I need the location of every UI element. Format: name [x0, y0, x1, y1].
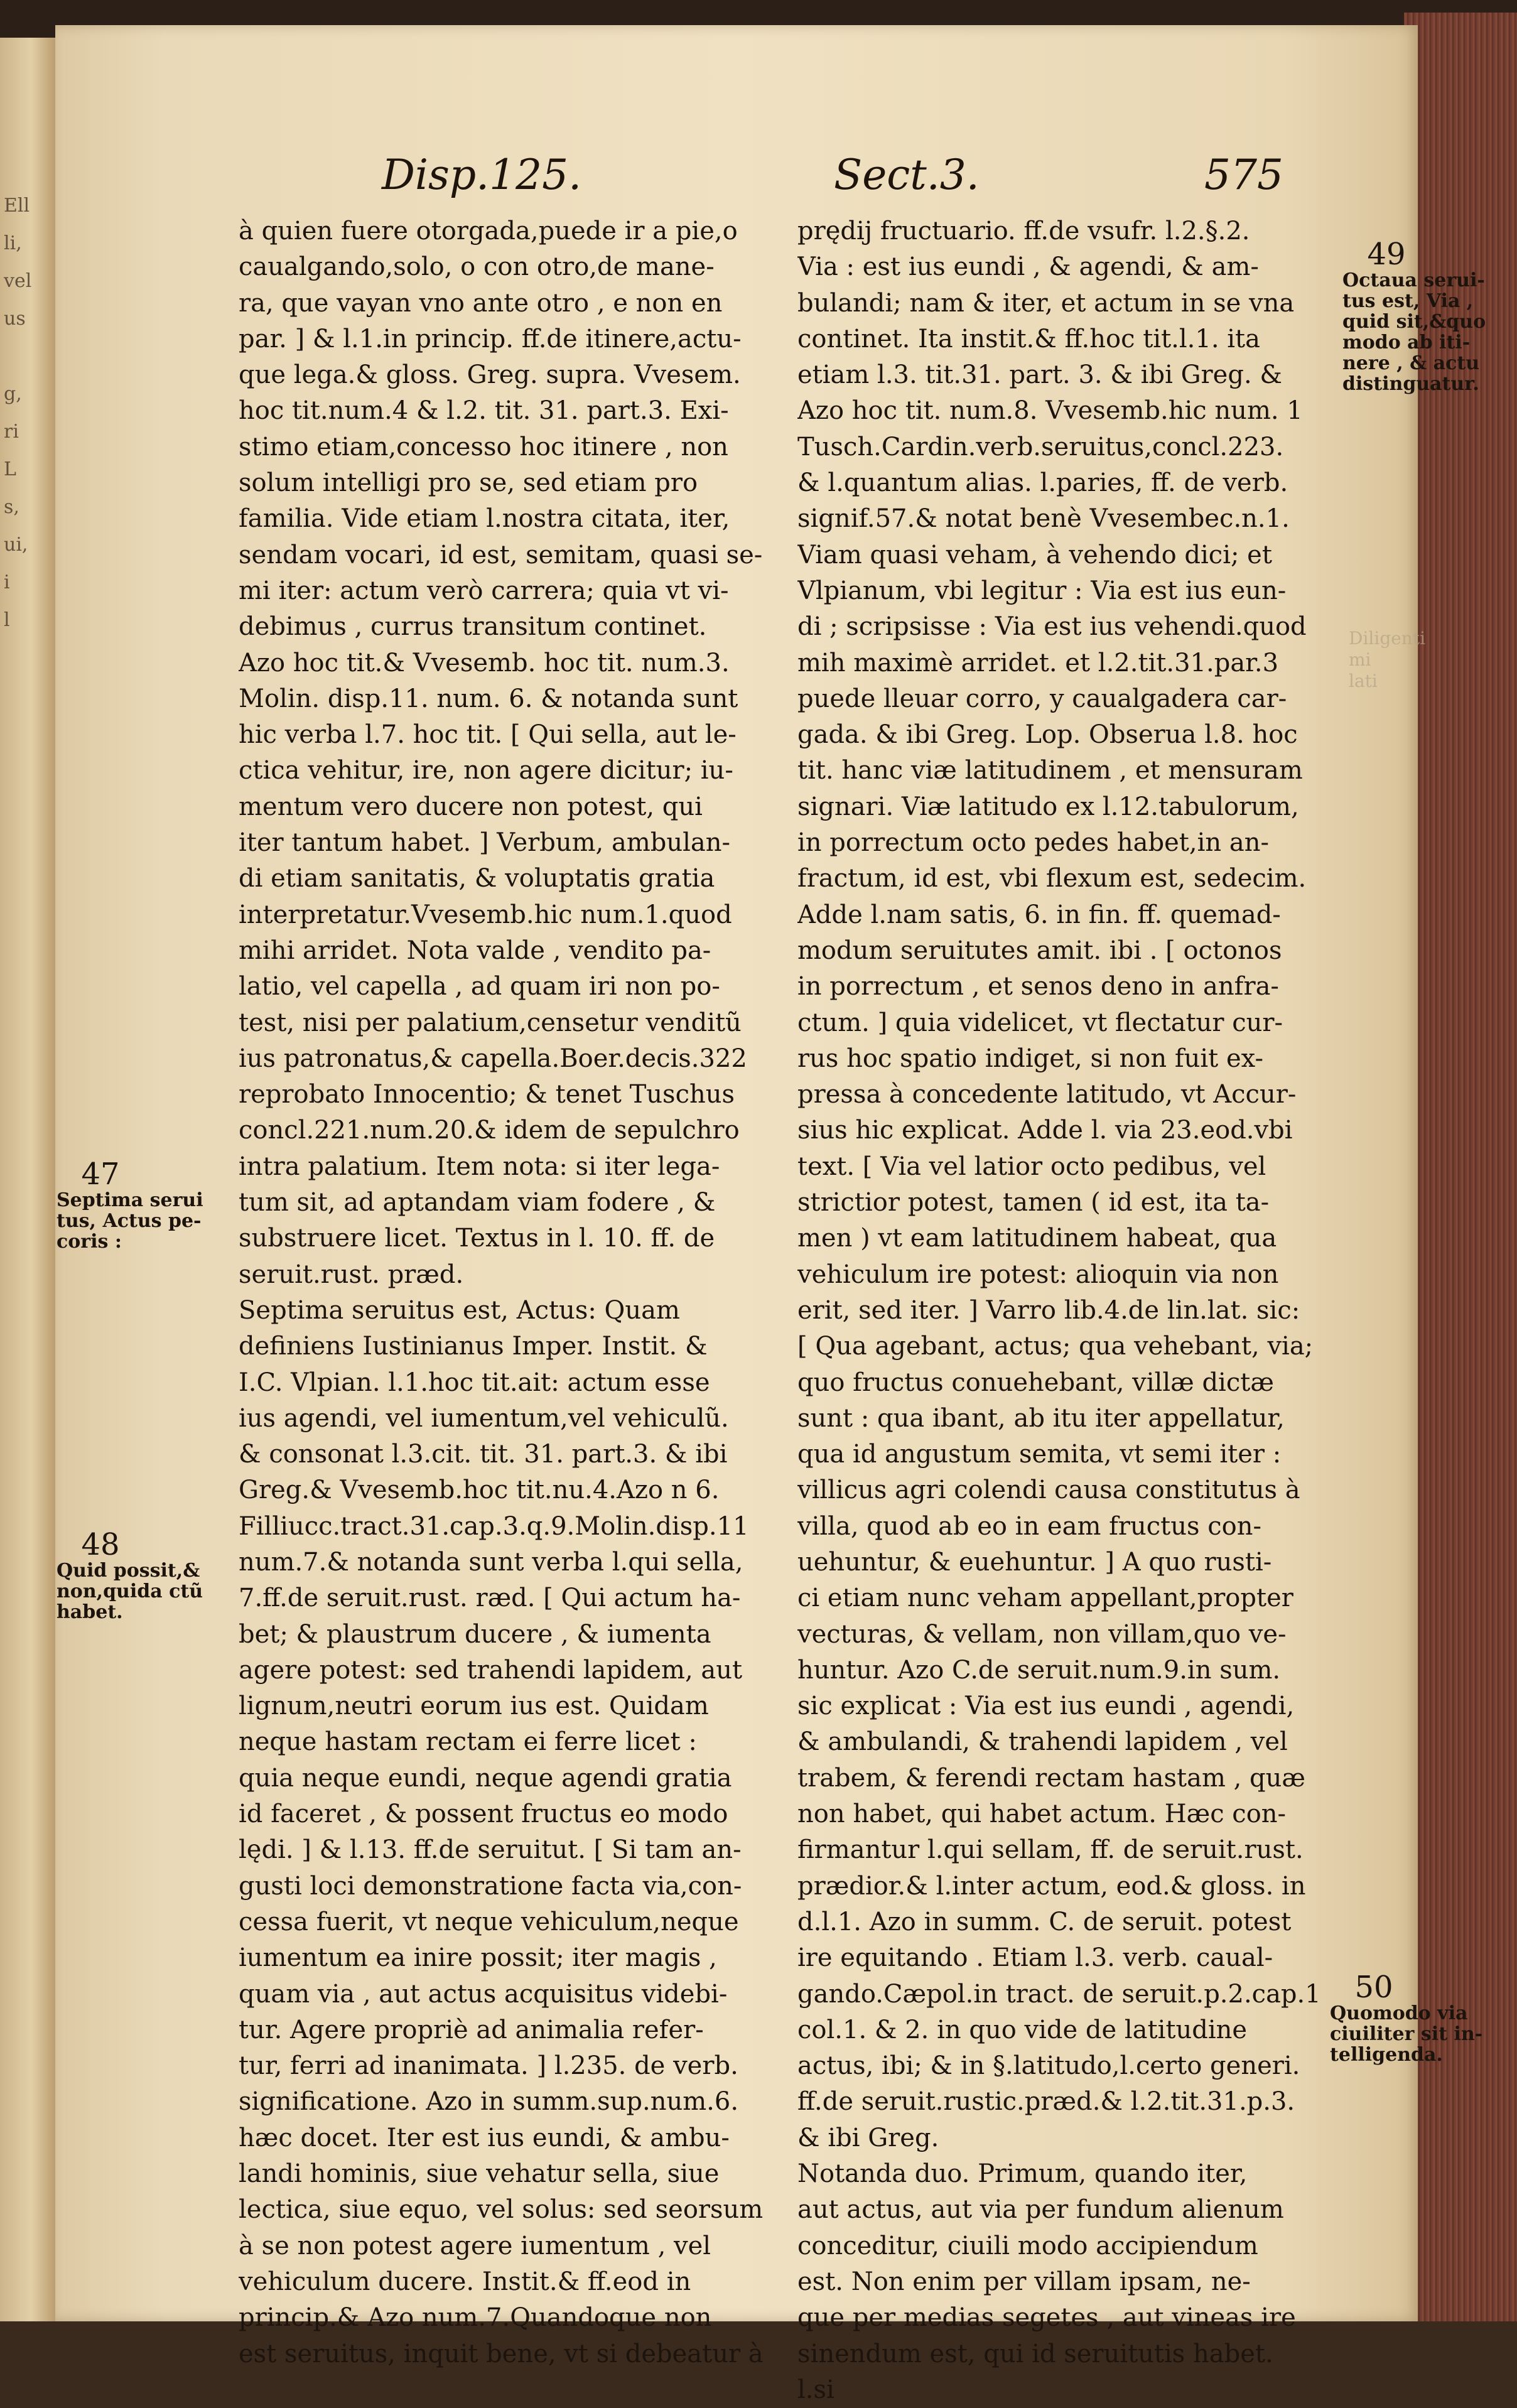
text-line: Via : est ius eundi , & agendi, & am- — [797, 252, 1259, 282]
text-line: erit, sed iter. ] Varro lib.4.de lin.lat. sic: — [797, 1295, 1300, 1325]
text-line: à se non potest agere iumentum , vel — [239, 2231, 711, 2260]
text-line: prædior.& l.inter actum, eod.& gloss. in — [797, 1871, 1306, 1901]
previous-page-fragment: g, — [4, 383, 22, 405]
text-line: agere potest: sed trahendi lapidem, aut — [239, 1655, 743, 1685]
text-line: Notanda duo. Primum, quando iter, — [797, 2159, 1248, 2189]
text-line: stimo etiam,concesso hoc itinere , non — [239, 432, 728, 462]
text-line: mentum vero ducere non potest, qui — [239, 792, 703, 821]
text-line: conceditur, ciuili modo accipiendum — [797, 2231, 1258, 2260]
side-note-number: 47 — [81, 1157, 120, 1192]
text-line: Filliucc.tract.31.cap.3.q.9.Molin.disp.11 — [239, 1511, 749, 1541]
previous-page-fragment: s, — [4, 496, 19, 518]
text-line: caualgando,solo, o con otro,de mane- — [239, 252, 715, 282]
previous-page-edge — [0, 38, 57, 2321]
text-line: men ) vt eam latitudinem habeat, qua — [797, 1224, 1277, 1253]
text-line: sic explicat : Via est ius eundi , agendi, — [797, 1692, 1295, 1721]
text-line: & l.quantum alias. l.paries, ff. de verb. — [797, 468, 1288, 498]
text-line: cessa fuerit, vt neque vehiculum,neque — [239, 1907, 739, 1936]
previous-page-fragment: us — [4, 308, 26, 330]
text-line: ra, que vayan vno ante otro , e non en — [239, 288, 723, 318]
text-line: iter tantum habet. ] Verbum, ambulan- — [239, 828, 731, 858]
text-line: princip.& Azo num.7.Quandoque non — [239, 2303, 712, 2333]
text-line: qua id angustum semita, vt semi iter : — [797, 1440, 1282, 1469]
text-line: [ Qua agebant, actus; qua vehebant, via; — [797, 1332, 1314, 1361]
text-line: Septima seruitus est, Actus: Quam — [239, 1295, 680, 1325]
text-line: quia neque eundi, neque agendi gratia — [239, 1763, 732, 1793]
text-line: prędij fructuario. ff.de vsufr. l.2.§.2. — [797, 217, 1250, 246]
text-line: ci etiam nunc veham appellant,propter — [797, 1584, 1293, 1613]
text-line: interpretatur.Vvesemb.hic num.1.quod — [239, 900, 732, 929]
text-line: strictior potest, tamen ( id est, ita ta- — [797, 1188, 1270, 1217]
text-line: sinendum est, qui id seruitutis habet. — [797, 2339, 1273, 2368]
text-line: gando.Cæpol.in tract. de seruit.p.2.cap.1 — [797, 1979, 1321, 2009]
text-line: rus hoc spatio indiget, si non fuit ex- — [797, 1044, 1264, 1073]
text-line: lectica, siue equo, vel solus: sed seorsum — [239, 2195, 764, 2225]
text-line: Azo hoc tit.& Vvesemb. hoc tit. num.3. — [239, 648, 730, 678]
running-head-section: Sect.3. — [834, 151, 980, 199]
side-note-47 — [57, 1158, 203, 1252]
previous-page-fragment: li, — [4, 232, 22, 254]
side-note-line: tus, Actus pe- — [57, 1210, 202, 1232]
text-line: vehiculum ire potest: alioquin via non — [797, 1260, 1279, 1289]
text-line: ire equitando . Etiam l.3. verb. caual- — [797, 1943, 1273, 1973]
running-head-disputation: Disp.125. — [382, 151, 582, 199]
text-line: I.C. Vlpian. l.1.hoc tit.ait: actum esse — [239, 1368, 710, 1397]
text-line: modum seruitutes amit. ibi . [ octonos — [797, 936, 1282, 965]
text-line: fractum, id est, vbi flexum est, sedecim. — [797, 864, 1307, 894]
text-line: test, nisi per palatium,censetur venditũ — [239, 1008, 742, 1037]
side-note-line: habet. — [57, 1601, 123, 1623]
text-line: sius hic explicat. Adde l. via 23.eod.vbi — [797, 1116, 1293, 1145]
text-line: tit. hanc viæ latitudinem , et mensuram — [797, 756, 1303, 786]
text-line: di ; scripsisse : Via est ius vehendi.quod — [797, 612, 1307, 642]
side-note-line: Quid possit,& — [57, 1560, 200, 1582]
text-line: hoc tit.num.4 & l.2. tit. 31. part.3. Exi- — [239, 396, 729, 426]
left-column — [239, 213, 779, 2372]
text-line: bet; & plaustrum ducere , & iumenta — [239, 1619, 711, 1649]
text-line: ius patronatus,& capella.Boer.decis.322 — [239, 1044, 747, 1073]
text-line: di etiam sanitatis, & voluptatis gratia — [239, 864, 715, 894]
side-note-49 — [1342, 239, 1486, 394]
text-line: quo fructus conuehebant, villæ dictæ — [797, 1368, 1274, 1397]
faint-line: lati — [1349, 671, 1378, 691]
previous-page-fragment: ui, — [4, 534, 28, 556]
text-line: mih maximè arridet. et l.2.tit.31.par.3 — [797, 648, 1279, 678]
text-line: & ambulandi, & trahendi lapidem , vel — [797, 1727, 1288, 1757]
side-note-line: Octaua serui- — [1342, 269, 1485, 291]
text-line: id faceret , & possent fructus eo modo — [239, 1800, 728, 1829]
side-note-line: Septima serui — [57, 1189, 203, 1211]
text-line: num.7.& notanda sunt verba l.qui sella, — [239, 1547, 743, 1577]
text-line: est seruitus, inquit bene, vt si debeatur à — [239, 2339, 764, 2368]
previous-page-fragment: i — [4, 571, 10, 593]
text-line: est. Non enim per villam ipsam, ne- — [797, 2267, 1251, 2296]
text-line: mi iter: actum verò carrera; quia vt vi- — [239, 576, 729, 605]
side-note-line: telligenda. — [1330, 2044, 1443, 2066]
side-note-line: nere , & actu — [1342, 352, 1480, 374]
text-line: ius agendi, vel iumentum,vel vehiculũ. — [239, 1403, 729, 1433]
text-line: landi hominis, siue vehatur sella, siue — [239, 2159, 720, 2189]
text-line: solum intelligi pro se, sed etiam pro — [239, 468, 698, 498]
text-line: Molin. disp.11. num. 6. & notanda sunt — [239, 684, 738, 713]
page-number: 575 — [1204, 151, 1283, 199]
side-note-line: coris : — [57, 1231, 122, 1253]
text-line: ctica vehitur, ire, non agere dicitur; iu- — [239, 756, 733, 786]
text-line: actus, ibi; & in §.latitudo,l.certo generi. — [797, 2051, 1300, 2081]
text-line: signari. Viæ latitudo ex l.12.tabulorum, — [797, 792, 1299, 821]
text-line: pressa à concedente latitudo, vt Accur- — [797, 1080, 1297, 1110]
previous-page-fragment: Ell — [4, 195, 30, 217]
text-line: Azo hoc tit. num.8. Vvesemb.hic num. 1 — [797, 396, 1303, 426]
text-line: tur. Agere propriè ad animalia refer- — [239, 2015, 704, 2044]
text-line: seruit.rust. præd. — [239, 1260, 464, 1289]
side-note-line: modo ab iti- — [1342, 332, 1471, 354]
text-line: quam via , aut actus acquisitus videbi- — [239, 1979, 728, 2009]
text-line: lędi. ] & l.13. ff.de seruitut. [ Si tam an- — [239, 1835, 742, 1865]
text-line: in porrectum , et senos deno in anfra- — [797, 972, 1279, 1002]
text-line: hæc docet. Iter est ius eundi, & ambu- — [239, 2123, 730, 2152]
faint-show-through-note — [1349, 628, 1425, 692]
text-line: puede lleuar corro, y caualgadera car- — [797, 684, 1287, 713]
text-line: sunt : qua ibant, ab itu iter appellatur, — [797, 1403, 1285, 1433]
side-note-line: non,quida ctũ — [57, 1580, 203, 1602]
text-line: Tusch.Cardin.verb.seruitus,concl.223. — [797, 432, 1284, 462]
text-line: lignum,neutri eorum ius est. Quidam — [239, 1692, 709, 1721]
faint-line: mi — [1349, 649, 1371, 670]
text-line: col.1. & 2. in quo vide de latitudine — [797, 2015, 1248, 2044]
text-line: signif.57.& notat benè Vvesembec.n.1. — [797, 504, 1290, 534]
side-note-number: 50 — [1354, 1970, 1393, 2005]
text-line: etiam l.3. tit.31. part. 3. & ibi Greg. & — [797, 360, 1282, 390]
text-line: villa, quod ab eo in eam fructus con- — [797, 1511, 1262, 1541]
text-line: que per medias segetes , aut vineas ire — [797, 2303, 1296, 2333]
side-note-48 — [57, 1529, 203, 1622]
text-line: familia. Vide etiam l.nostra citata, iter, — [239, 504, 730, 534]
text-line: uehuntur, & euehuntur. ] A quo rusti- — [797, 1547, 1272, 1577]
right-column — [797, 213, 1337, 2408]
text-line: debimus , currus transitum continet. — [239, 612, 707, 642]
text-line: & ibi Greg. — [797, 2123, 939, 2152]
text-line: hic verba l.7. hoc tit. [ Qui sella, aut le- — [239, 720, 737, 750]
text-line: Viam quasi veham, à vehendo dici; et — [797, 540, 1272, 570]
text-line: sendam vocari, id est, semitam, quasi se- — [239, 540, 763, 570]
text-line: tum sit, ad aptandam viam fodere , & — [239, 1188, 716, 1217]
text-line: in porrectum octo pedes habet,in an- — [797, 828, 1269, 858]
text-line: & consonat l.3.cit. tit. 31. part.3. & ibi — [239, 1440, 728, 1469]
text-line: trabem, & ferendi rectam hastam , quæ — [797, 1763, 1306, 1793]
text-line: intra palatium. Item nota: si iter lega- — [239, 1152, 720, 1181]
text-line: continet. Ita instit.& ff.hoc tit.l.1. ita — [797, 324, 1260, 354]
text-line: bulandi; nam & iter, et actum in se vna — [797, 288, 1295, 318]
text-line: neque hastam rectam ei ferre licet : — [239, 1727, 697, 1757]
side-note-line: distinguatur. — [1342, 373, 1479, 395]
text-line: que lega.& gloss. Greg. supra. Vvesem. — [239, 360, 741, 390]
text-line: gusti loci demonstratione facta via,con- — [239, 1871, 742, 1901]
text-line: à quien fuere otorgada,puede ir a pie,o — [239, 217, 738, 246]
text-line: Greg.& Vvesemb.hoc tit.nu.4.Azo n 6. — [239, 1476, 720, 1505]
previous-page-fragment: L — [4, 458, 16, 480]
text-line: significatione. Azo in summ.sup.num.6. — [239, 2087, 739, 2117]
text-line: ff.de seruit.rustic.præd.& l.2.tit.31.p.3. — [797, 2087, 1295, 2117]
text-line: 7.ff.de seruit.rust. ræd. [ Qui actum ha- — [239, 1584, 741, 1613]
side-note-50 — [1330, 1972, 1482, 2065]
text-line: iumentum ea inire possit; iter magis , — [239, 1943, 717, 1973]
previous-page-fragment: vel — [4, 270, 32, 292]
text-line: text. [ Via vel latior octo pedibus, vel — [797, 1152, 1266, 1181]
side-note-number: 49 — [1367, 237, 1406, 272]
faint-line: Diligenti — [1349, 628, 1426, 649]
text-line: latio, vel capella , ad quam iri non po- — [239, 972, 720, 1002]
text-line: aut actus, aut via per fundum alienum — [797, 2195, 1284, 2225]
text-line: gada. & ibi Greg. Lop. Obserua l.8. hoc — [797, 720, 1298, 750]
text-line: d.l.1. Azo in summ. C. de seruit. potest — [797, 1907, 1292, 1936]
previous-page-fragment: l — [4, 609, 10, 631]
previous-page-fragment: ri — [4, 421, 19, 443]
side-note-line: ciuiliter sit in- — [1330, 2023, 1483, 2045]
text-line: firmantur l.qui sellam, ff. de seruit.rust. — [797, 1835, 1304, 1865]
text-line: concl.221.num.20.& idem de sepulchro — [239, 1116, 740, 1145]
text-line: villicus agri colendi causa constitutus à — [797, 1476, 1300, 1505]
text-line: reprobato Innocentio; & tenet Tuschus — [239, 1080, 735, 1110]
text-line: definiens Iustinianus Imper. Instit. & — [239, 1332, 708, 1361]
text-line: huntur. Azo C.de seruit.num.9.in sum. — [797, 1655, 1281, 1685]
side-note-line: tus est, Via , — [1342, 290, 1474, 312]
text-line: vecturas, & vellam, non villam,quo ve- — [797, 1619, 1287, 1649]
text-line: ctum. ] quia videlicet, vt flectatur cur- — [797, 1008, 1283, 1037]
side-note-number: 48 — [81, 1527, 120, 1562]
text-line: mihi arridet. Nota valde , vendito pa- — [239, 936, 711, 965]
page — [55, 25, 1486, 2404]
text-line: Vlpianum, vbi legitur : Via est ius eun- — [797, 576, 1287, 605]
text-line: l.si — [797, 2375, 834, 2404]
text-line: non habet, qui habet actum. Hæc con- — [797, 1800, 1287, 1829]
text-line: par. ] & l.1.in princip. ff.de itinere,actu- — [239, 324, 742, 354]
text-line: Adde l.nam satis, 6. in fin. ff. quemad- — [797, 900, 1281, 929]
text-line: vehiculum ducere. Instit.& ff.eod in — [239, 2267, 691, 2296]
side-note-line: quid sit,&quo — [1342, 311, 1486, 333]
text-line: substruere licet. Textus in l. 10. ff. de — [239, 1224, 715, 1253]
side-note-line: Quomodo via — [1330, 2002, 1468, 2024]
text-line: tur, ferri ad inanimata. ] l.235. de verb. — [239, 2051, 738, 2081]
